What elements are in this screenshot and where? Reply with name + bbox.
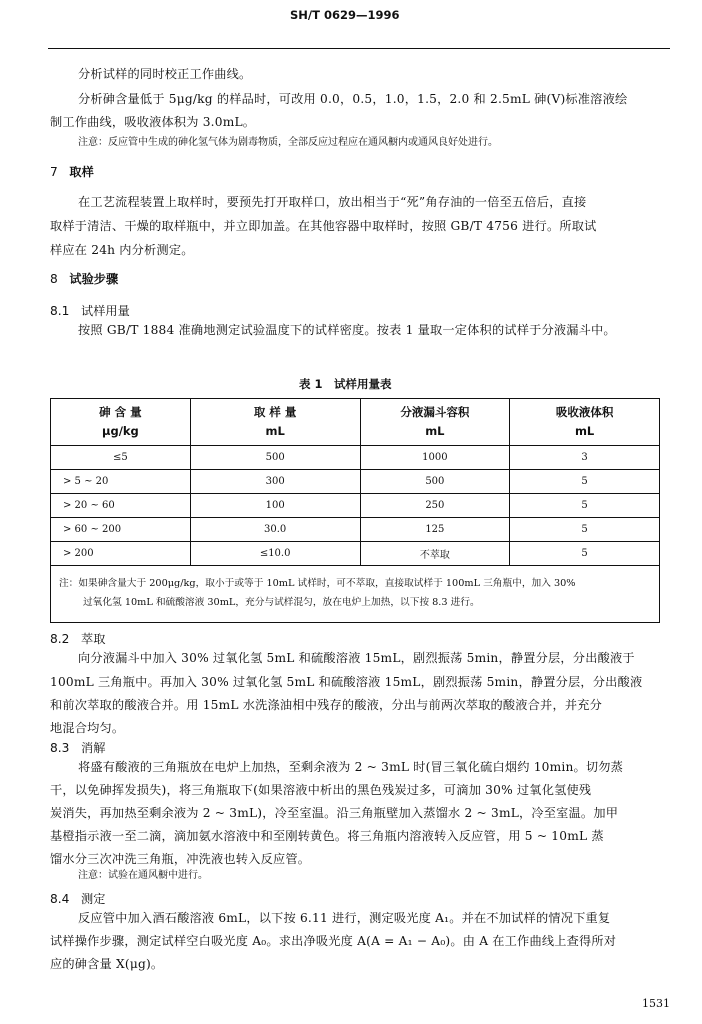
section-8-1-line-1: 按照 GB/T 1884 准确地测定试验温度下的试样密度。按表 1 量取一定体积的试样于分液漏斗中。 [78,323,616,337]
table-cell: 5 [510,470,660,494]
section-8-4-title: 测定 [81,892,106,906]
section-8-2-line-4: 地混合均匀。 [50,721,125,735]
section-8-3-line-4: 基橙指示液一至二滴，滴加氨水溶液中和至刚转黄色。将三角瓶内溶液转入反应管，用 5 ~ 10mL 蒸 [50,829,604,843]
header-rule [48,48,670,49]
section-8-number: 8 [50,272,58,286]
table-cell: > 60 ~ 200 [51,518,191,542]
section-8-2-heading [50,630,105,647]
section-8-3-line-5: 馏水分三次冲洗三角瓶，冲洗液也转入反应管。 [50,852,311,866]
table-cell: 300 [190,470,360,494]
table-cell: > 200 [51,542,191,566]
table-header-cell: 取 样 量 mL [190,399,360,446]
table-note-line-2: 过氧化氢 10mL 和硫酸溶液 30mL，充分与试样混匀，放在电炉上加热，以下按 8.3 进行。 [83,597,480,608]
table-row [51,494,660,518]
table-cell: 1000 [360,446,510,470]
section-8-2-title: 萃取 [81,632,106,646]
table-cell: ≤10.0 [190,542,360,566]
table-header-cell: 吸收液体积 mL [510,399,660,446]
section-8-3-number: 8.3 [50,741,70,755]
page-number: 1531 [642,997,670,1010]
section-7-line-2: 取样于清洁、干燥的取样瓶中，并立即加盖。在其他容器中取样时，按照 GB/T 4756 进行。所取试 [50,219,597,233]
section-8-3-line-2: 干，以免砷挥发损失)，将三角瓶取下(如果溶液中析出的黑色残炭过多，可滴加 30% 过氧化氢使残 [50,783,592,797]
intro-line-1: 分析试样的同时校正工作曲线。 [78,67,252,81]
section-8-4-line-3: 应的砷含量 X(μg)。 [50,957,164,971]
table-note [51,566,660,623]
section-8-2-number: 8.2 [50,632,70,646]
table-cell: 5 [510,542,660,566]
table-cell: 500 [360,470,510,494]
table-row [51,542,660,566]
intro-line-2: 分析砷含量低于 5μg/kg 的样品时，可改用 0.0，0.5，1.0，1.5，2.0 和 2.5mL 砷(V)标准溶液绘 [78,92,628,106]
table-note-row [51,566,660,623]
section-7-heading [50,163,94,180]
section-8-1-number: 8.1 [50,304,70,318]
table-cell: ≤5 [51,446,191,470]
section-7-line-3: 样应在 24h 内分析测定。 [50,243,194,257]
section-8-heading [50,270,118,287]
table-cell: 500 [190,446,360,470]
table-cell: 250 [360,494,510,518]
table-cell: > 20 ~ 60 [51,494,191,518]
section-8-1-title: 试样用量 [81,304,130,318]
table-1-caption: 表 1 试样用量表 [299,377,392,391]
table-cell: 不萃取 [360,542,510,566]
table-row [51,470,660,494]
table-cell: 30.0 [190,518,360,542]
section-7-number: 7 [50,165,58,179]
section-8-title: 试验步骤 [69,272,119,286]
section-8-2-line-1: 向分液漏斗中加入 30% 过氧化氢 5mL 和硫酸溶液 15mL，剧烈振荡 5min，静置分层，分出酸液于 [78,651,635,665]
table-row [51,518,660,542]
section-8-3-line-1: 将盛有酸液的三角瓶放在电炉上加热，至剩余液为 2 ~ 3mL 时(冒三氧化硫白烟约 10min。切勿蒸 [78,760,624,774]
table-cell: 5 [510,518,660,542]
section-8-4-number: 8.4 [50,892,70,906]
section-7-line-1: 在工艺流程装置上取样时，要预先打开取样口，放出相当于“死”角存油的一倍至五倍后，直接 [78,195,587,209]
table-cell: > 5 ~ 20 [51,470,191,494]
section-8-2-line-3: 和前次萃取的酸液合并。用 15mL 水洗涤油相中残存的酸液，分出与前两次萃取的酸液合并，并充分 [50,698,602,712]
table-cell: 125 [360,518,510,542]
table-row [51,446,660,470]
section-8-1-heading [50,302,130,319]
table-header-cell: 分液漏斗容积 mL [360,399,510,446]
table-cell: 3 [510,446,660,470]
table-header-row [51,399,660,446]
table-cell: 5 [510,494,660,518]
section-8-3-heading [50,739,105,756]
section-8-2-line-2: 100mL 三角瓶中。再加入 30% 过氧化氢 5mL 和硫酸溶液 15mL，剧烈振荡 5min，静置分层，分出酸液 [50,675,643,689]
table-header-cell: 砷 含 量 μg/kg [51,399,191,446]
table-note-line-1: 注：如果砷含量大于 200μg/kg，取小于或等于 10mL 试样时，可不萃取，直接取试样于 100mL 三角瓶中，加入 30% [59,578,576,589]
table-1 [50,398,660,623]
section-8-3-note: 注意：试验在通风橱中进行。 [78,870,208,881]
section-8-3-title: 消解 [81,741,106,755]
section-8-4-line-2: 试样操作步骤，测定试样空白吸光度 A₀。求出净吸光度 A(A = A₁ − A₀)。由 A 在工作曲线上查得所对 [50,934,617,948]
section-8-4-heading [50,890,105,907]
intro-note: 注意：反应管中生成的砷化氢气体为剧毒物质，全部反应过程应在通风橱内或通风良好处进行。 [78,137,498,148]
section-8-3-line-3: 炭消失，再加热至剩余液为 2 ~ 3mL)，冷至室温。沿三角瓶壁加入蒸馏水 2 ~ 3mL，冷至室温。加甲 [50,806,619,820]
intro-line-3: 制工作曲线，吸收液体积为 3.0mL。 [50,115,256,129]
section-7-title: 取样 [69,165,94,179]
section-8-4-line-1: 反应管中加入酒石酸溶液 6mL，以下按 6.11 进行，测定吸光度 A₁。并在不加试样的情况下重复 [78,911,611,925]
running-header: SH/T 0629—1996 [290,8,400,22]
table-cell: 100 [190,494,360,518]
